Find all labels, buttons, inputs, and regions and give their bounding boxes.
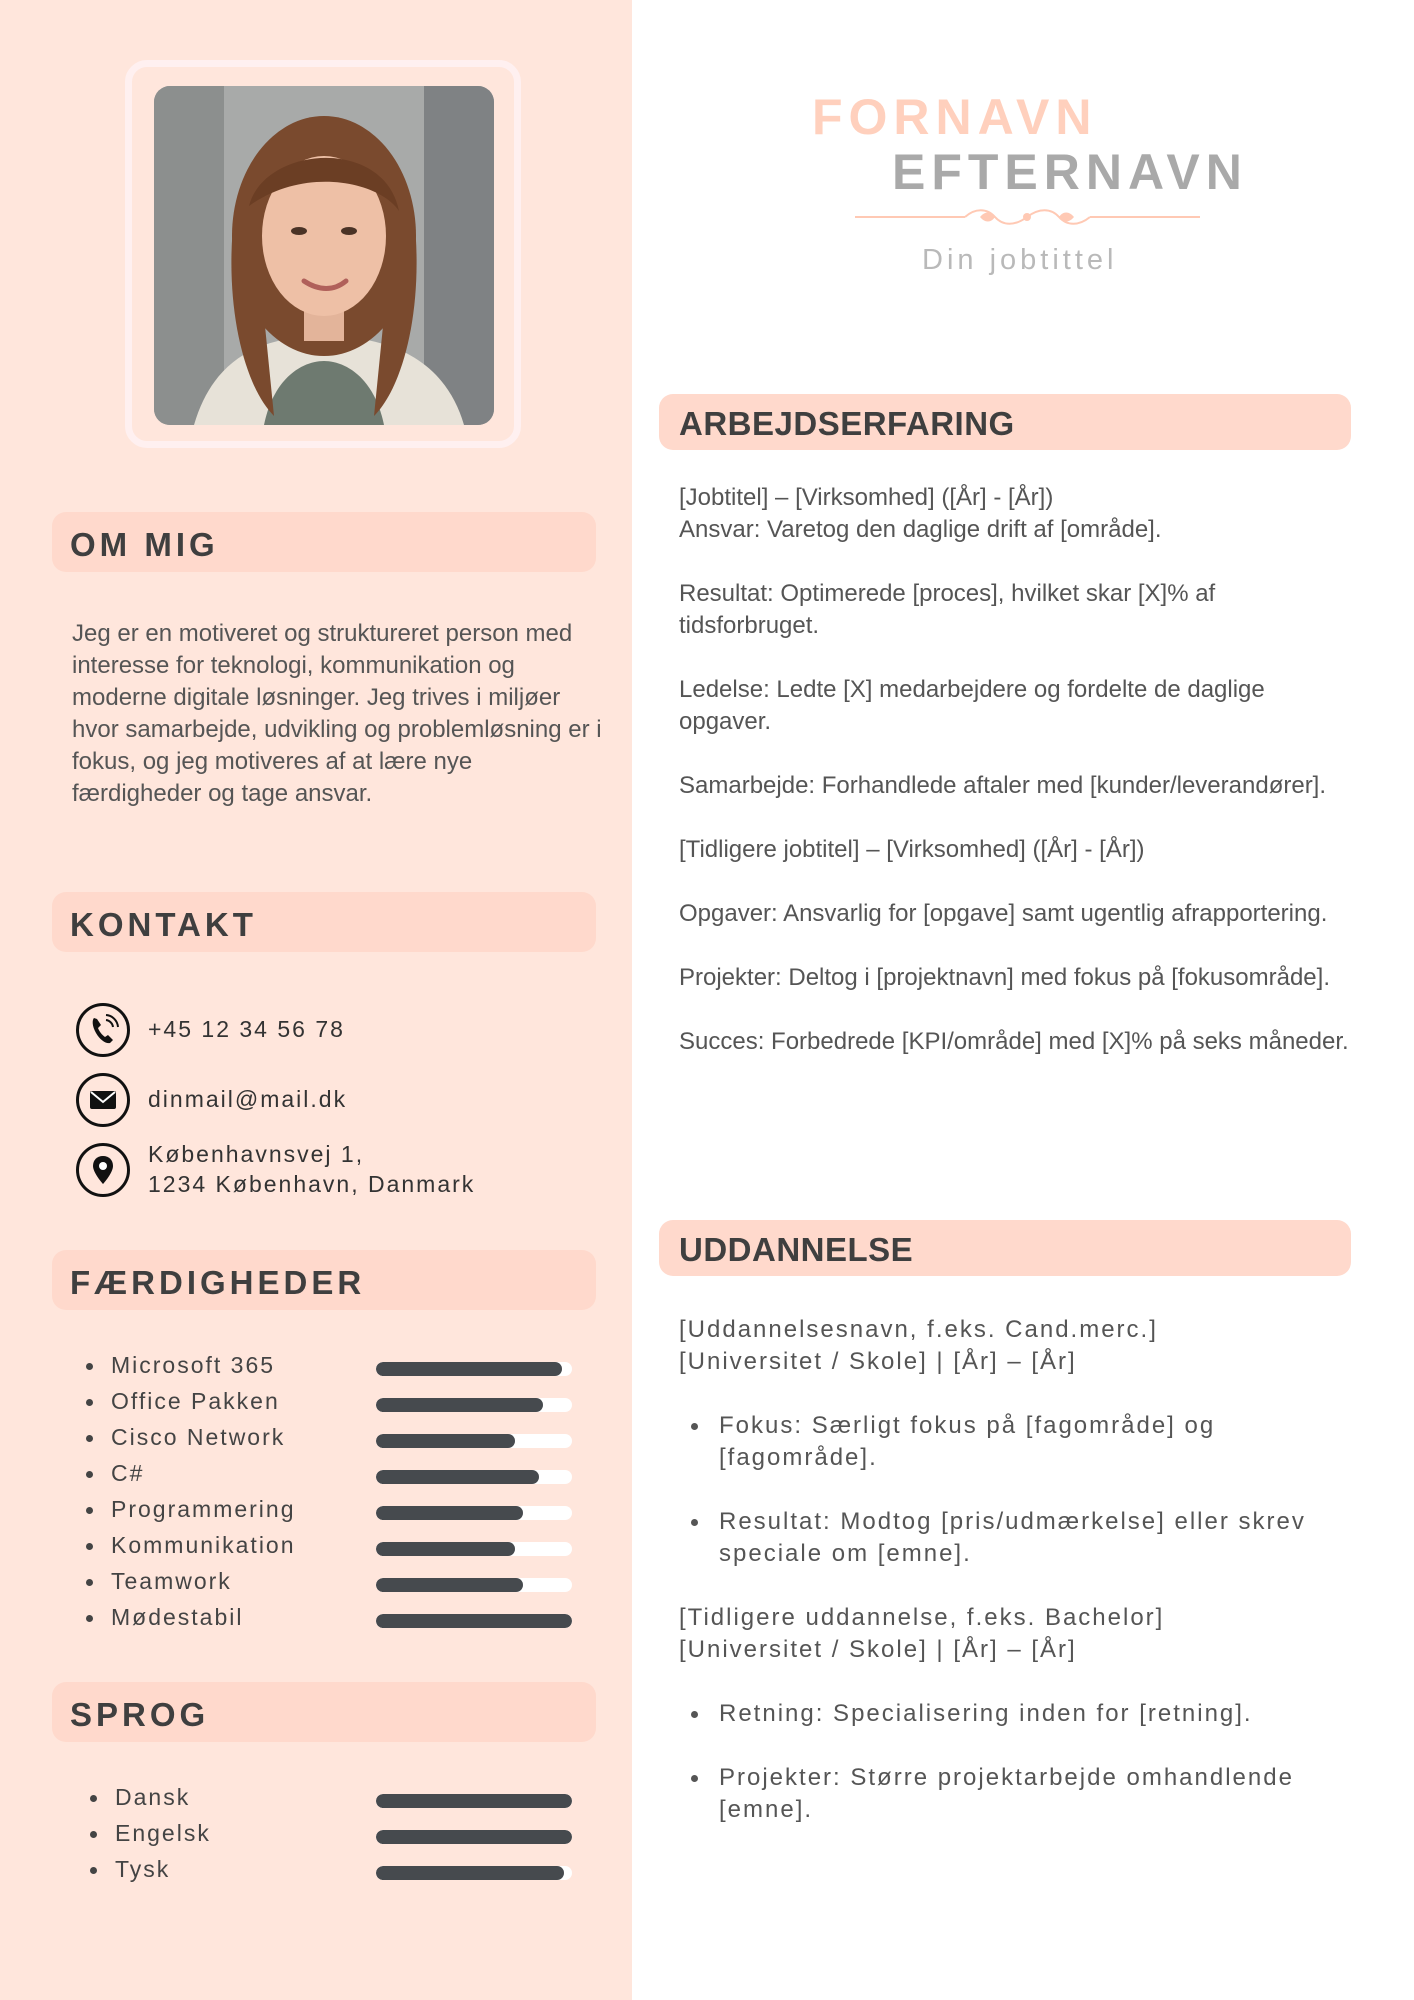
skills-title: FÆRDIGHEDER xyxy=(70,1264,366,1301)
last-name: EFTERNAVN xyxy=(892,144,1248,200)
level-bar xyxy=(376,1866,572,1880)
job-title: Din jobtittel xyxy=(922,244,1118,276)
level-bar-fill xyxy=(376,1866,564,1880)
list-item: Mødestabil xyxy=(84,1602,296,1638)
level-bar-fill xyxy=(376,1830,572,1844)
work-experience xyxy=(679,482,1349,1090)
level-bar-fill xyxy=(376,1470,539,1484)
work-entry1-result: Resultat: Optimerede [proces], hvilket skar [X]% af tidsforbruget. xyxy=(679,580,1216,639)
education-section-bar xyxy=(659,1220,1351,1276)
contact-email: dinmail@mail.dk xyxy=(148,1086,348,1112)
level-bar-fill xyxy=(376,1434,515,1448)
list-item: Programmering xyxy=(84,1494,296,1530)
about-title: OM MIG xyxy=(70,526,219,563)
phone-icon xyxy=(76,1003,130,1057)
level-bar xyxy=(376,1398,572,1412)
contact-address xyxy=(148,1139,475,1199)
skills-list xyxy=(84,1350,296,1638)
list-item: C# xyxy=(84,1458,296,1494)
level-bar xyxy=(376,1794,572,1808)
level-bar-fill xyxy=(376,1614,572,1628)
level-bar-fill xyxy=(376,1506,523,1520)
level-bar-fill xyxy=(376,1542,515,1556)
level-bar-fill xyxy=(376,1362,562,1376)
level-bar xyxy=(376,1362,572,1376)
address-line-1: Københavnsvej 1, xyxy=(148,1141,365,1167)
education-title: UDDANNELSE xyxy=(679,1231,914,1268)
languages-section-bar xyxy=(52,1682,596,1742)
level-bar xyxy=(376,1434,572,1448)
level-bar-fill xyxy=(376,1578,523,1592)
edu-entry2-list xyxy=(679,1698,1349,1826)
edu-entry2-projects: Projekter: Større projektarbejde omhandlende [emne]. xyxy=(679,1762,1349,1826)
work-section-bar xyxy=(659,394,1351,450)
level-bar xyxy=(376,1830,572,1844)
address-line-2: 1234 København, Danmark xyxy=(148,1171,476,1197)
profile-photo xyxy=(154,86,494,425)
contact-phone: +45 12 34 56 78 xyxy=(148,1016,345,1042)
contact-section-bar xyxy=(52,892,596,952)
level-bar xyxy=(376,1506,572,1520)
work-entry1-collaboration: Samarbejde: Forhandlede aftaler med [kunder/leverandører]. xyxy=(679,772,1327,799)
list-item: Tysk xyxy=(88,1854,211,1890)
about-text: Jeg er en motiveret og struktureret person med interesse for teknologi, kommunikation og moderne digitale løsninger. Jeg trives i miljøer hvor samarbejde, udvikling og problemløsning er i fokus, og jeg motiveres af at lære nye færdigheder og tage ansvar. xyxy=(72,620,602,807)
edu-entry2-name: [Tidligere uddannelse, f.eks. Bachelor] xyxy=(679,1604,1165,1631)
list-item: Kommunikation xyxy=(84,1530,296,1566)
work-entry1-leadership: Ledelse: Ledte [X] medarbejdere og fordelte de daglige opgaver. xyxy=(679,676,1265,735)
list-item: Microsoft 365 xyxy=(84,1350,296,1386)
languages-title: SPROG xyxy=(70,1696,210,1733)
work-entry1-heading: [Jobtitel] – [Virksomhed] ([År] - [År]) xyxy=(679,484,1054,511)
about-section-bar xyxy=(52,512,596,572)
edu-entry1-list xyxy=(679,1410,1349,1570)
work-title: ARBEJDSERFARING xyxy=(679,405,1015,442)
level-bar-fill xyxy=(376,1794,572,1808)
level-bar-fill xyxy=(376,1398,543,1412)
education xyxy=(679,1314,1349,1858)
level-bar xyxy=(376,1470,572,1484)
work-entry2-success: Succes: Forbedrede [KPI/område] med [X]% på seks måneder. xyxy=(679,1028,1349,1055)
envelope-icon xyxy=(76,1073,130,1127)
list-item: Dansk xyxy=(88,1782,211,1818)
level-bar xyxy=(376,1542,572,1556)
map-pin-icon xyxy=(76,1143,130,1197)
edu-entry1-result: Resultat: Modtog [pris/udmærkelse] eller skrev speciale om [emne]. xyxy=(679,1506,1349,1570)
list-item: Office Pakken xyxy=(84,1386,296,1422)
list-item: Teamwork xyxy=(84,1566,296,1602)
edu-entry1-focus: Fokus: Særligt fokus på [fagområde] og [fagområde]. xyxy=(679,1410,1349,1474)
first-name: FORNAVN xyxy=(812,89,1098,145)
skills-section-bar xyxy=(52,1250,596,1310)
languages-list xyxy=(88,1782,211,1890)
contact-title: KONTAKT xyxy=(70,906,257,943)
ornament-divider-icon xyxy=(855,206,1200,228)
edu-entry1-school: [Universitet / Skole] | [År] – [År] xyxy=(679,1348,1077,1375)
level-bar xyxy=(376,1614,572,1628)
work-entry2-tasks: Opgaver: Ansvarlig for [opgave] samt ugentlig afrapportering. xyxy=(679,900,1328,927)
work-entry2-projects: Projekter: Deltog i [projektnavn] med fokus på [fokusområde]. xyxy=(679,964,1330,991)
level-bar xyxy=(376,1578,572,1592)
edu-entry2-school: [Universitet / Skole] | [År] – [År] xyxy=(679,1636,1077,1663)
list-item: Cisco Network xyxy=(84,1422,296,1458)
work-entry1-responsibility: Ansvar: Varetog den daglige drift af [område]. xyxy=(679,516,1162,543)
edu-entry2-direction: Retning: Specialisering inden for [retning]. xyxy=(679,1698,1349,1730)
list-item: Engelsk xyxy=(88,1818,211,1854)
work-entry2-heading: [Tidligere jobtitel] – [Virksomhed] ([År] - [År]) xyxy=(679,836,1145,863)
edu-entry1-name: [Uddannelsesnavn, f.eks. Cand.merc.] xyxy=(679,1316,1158,1343)
